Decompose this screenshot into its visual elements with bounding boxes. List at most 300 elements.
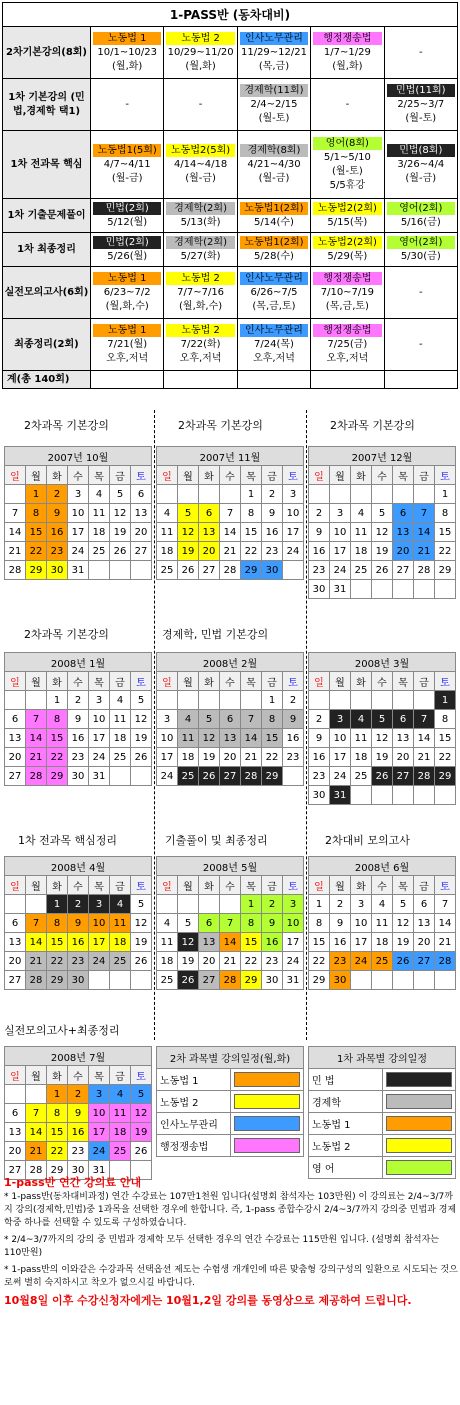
weekday-label: 수	[372, 466, 393, 485]
date-text: 7/25(금)	[327, 339, 368, 350]
week-row	[5, 485, 152, 504]
day-cell	[283, 561, 304, 580]
week-row	[309, 710, 456, 729]
day-cell	[435, 580, 456, 599]
schedule-cell	[164, 131, 237, 199]
day-cell: 2	[262, 485, 283, 504]
day-cell: 19	[110, 523, 131, 542]
date-text: (월,화)	[332, 61, 363, 72]
day-cell: 22	[435, 748, 456, 767]
week-row	[157, 561, 304, 580]
day-cell: 26	[178, 971, 199, 990]
day-cell: 2	[309, 710, 330, 729]
week-row	[5, 729, 152, 748]
color-swatch	[386, 1138, 453, 1153]
section-title: 2차과목 기본강의	[24, 628, 109, 641]
day-cell	[5, 895, 26, 914]
day-cell: 23	[309, 561, 330, 580]
subject-label: 경제학(11회)	[240, 84, 308, 97]
day-cell: 19	[178, 542, 199, 561]
day-cell	[351, 971, 372, 990]
day-cell: 9	[309, 729, 330, 748]
day-cell: 19	[372, 542, 393, 561]
subject-label: -	[345, 98, 350, 110]
weekday-label: 토	[435, 466, 456, 485]
week-row	[5, 542, 152, 561]
day-cell: 27	[393, 767, 414, 786]
week-row	[5, 1142, 152, 1161]
date-text: 오후,저녁	[106, 353, 149, 364]
month-header	[5, 653, 152, 672]
week-row	[309, 580, 456, 599]
subject-label: 경제학(2회)	[166, 202, 234, 215]
total-cell	[237, 371, 310, 389]
date-text: (월,화)	[112, 61, 143, 72]
weekday-label: 토	[435, 876, 456, 895]
date-text: 오후,저녁	[179, 353, 222, 364]
color-swatch	[386, 1094, 453, 1109]
day-cell: 29	[435, 561, 456, 580]
date-text: (목,금,토)	[252, 301, 296, 312]
day-cell: 22	[435, 542, 456, 561]
day-cell: 27	[131, 542, 152, 561]
day-cell: 25	[351, 561, 372, 580]
weekday-row	[157, 876, 304, 895]
weekday-label: 금	[262, 672, 283, 691]
day-cell: 8	[47, 1104, 68, 1123]
date-text: (월-토)	[405, 113, 437, 124]
day-cell: 22	[47, 1142, 68, 1161]
day-cell: 7	[414, 504, 435, 523]
day-cell: 16	[330, 933, 351, 952]
day-cell: 21	[414, 748, 435, 767]
day-cell: 10	[283, 504, 304, 523]
subject-label: -	[418, 338, 423, 350]
day-cell: 10	[89, 914, 110, 933]
day-cell: 5	[372, 710, 393, 729]
day-cell: 12	[393, 914, 414, 933]
day-cell	[372, 786, 393, 805]
week-row	[309, 895, 456, 914]
day-cell: 1	[241, 895, 262, 914]
day-cell: 28	[435, 952, 456, 971]
schedule-cell	[237, 267, 310, 319]
week-row	[5, 561, 152, 580]
schedule-cell	[237, 131, 310, 199]
day-cell: 8	[241, 914, 262, 933]
day-cell: 18	[89, 523, 110, 542]
day-cell	[372, 971, 393, 990]
legend-row	[309, 1113, 456, 1135]
day-cell	[157, 485, 178, 504]
day-cell: 22	[241, 952, 262, 971]
date-text: 5/1~5/10	[323, 152, 371, 163]
day-cell: 1	[262, 691, 283, 710]
week-row	[5, 504, 152, 523]
day-cell	[309, 691, 330, 710]
subject-label: 노동법 1	[93, 324, 161, 337]
day-cell	[89, 561, 110, 580]
day-cell: 3	[351, 895, 372, 914]
day-cell: 20	[5, 748, 26, 767]
day-cell	[5, 485, 26, 504]
day-cell: 3	[68, 485, 89, 504]
subject-label: 영어(2회)	[387, 236, 455, 249]
date-text: 6/26~7/5	[250, 287, 298, 298]
day-cell: 27	[5, 767, 26, 786]
day-cell: 22	[262, 748, 283, 767]
day-cell: 17	[89, 933, 110, 952]
subject-label: 노동법1(2회)	[240, 236, 308, 249]
divider	[306, 410, 307, 1040]
date-text: 5/26(월)	[107, 251, 148, 262]
day-cell: 12	[131, 1104, 152, 1123]
weekday-label: 월	[178, 876, 199, 895]
day-cell: 27	[199, 561, 220, 580]
day-cell: 9	[262, 914, 283, 933]
subject-label: 노동법2(5회)	[166, 144, 234, 157]
day-cell: 17	[351, 933, 372, 952]
day-cell: 11	[157, 933, 178, 952]
legend-header	[309, 1047, 456, 1069]
day-cell	[414, 691, 435, 710]
day-cell: 26	[131, 1142, 152, 1161]
day-cell	[372, 485, 393, 504]
weekday-label: 화	[199, 876, 220, 895]
subject-label: 노동법 1	[93, 272, 161, 285]
date-text: 5/29(목)	[327, 251, 368, 262]
day-cell: 20	[5, 1142, 26, 1161]
schedule-cell	[91, 319, 164, 371]
week-row	[157, 933, 304, 952]
day-cell	[435, 786, 456, 805]
day-cell: 2	[68, 691, 89, 710]
schedule-cell	[384, 131, 457, 199]
day-cell: 3	[330, 710, 351, 729]
date-text: 10/1~10/23	[97, 47, 158, 58]
week-row	[309, 523, 456, 542]
date-text: 3/26~4/4	[397, 159, 445, 170]
week-row	[157, 542, 304, 561]
legend-row	[157, 1091, 304, 1113]
date-text: 11/29~12/21	[240, 47, 307, 58]
subject-label: 영어(2회)	[387, 202, 455, 215]
week-row	[5, 952, 152, 971]
weekday-label: 일	[309, 876, 330, 895]
day-cell: 17	[330, 542, 351, 561]
legend-1st	[308, 1046, 456, 1179]
weekday-label: 토	[283, 672, 304, 691]
day-cell: 29	[47, 1161, 68, 1180]
day-cell	[393, 971, 414, 990]
legend-row	[157, 1069, 304, 1091]
day-cell: 11	[178, 729, 199, 748]
month-calendar	[156, 446, 304, 580]
day-cell: 24	[283, 952, 304, 971]
day-cell: 15	[309, 933, 330, 952]
day-cell: 26	[178, 561, 199, 580]
day-cell: 13	[393, 523, 414, 542]
month-calendar	[156, 652, 304, 786]
day-cell	[351, 786, 372, 805]
schedule-cell	[311, 319, 384, 371]
schedule-cell	[384, 233, 457, 267]
day-cell: 7	[241, 710, 262, 729]
weekday-label: 금	[414, 672, 435, 691]
day-cell: 14	[435, 914, 456, 933]
week-row	[309, 767, 456, 786]
weekday-label: 목	[241, 466, 262, 485]
weekday-label: 토	[131, 1066, 152, 1085]
legend-row	[309, 1091, 456, 1113]
day-cell: 13	[5, 1123, 26, 1142]
day-cell: 8	[47, 914, 68, 933]
day-cell: 28	[414, 561, 435, 580]
month-title: 2007년 10월	[5, 447, 152, 466]
day-cell: 20	[220, 748, 241, 767]
day-cell: 20	[199, 542, 220, 561]
weekday-label: 월	[330, 466, 351, 485]
day-cell: 14	[414, 729, 435, 748]
legend-label: 노동법 2	[309, 1135, 383, 1157]
day-cell: 23	[47, 542, 68, 561]
day-cell: 12	[178, 933, 199, 952]
day-cell: 17	[330, 748, 351, 767]
schedule-cell	[311, 267, 384, 319]
day-cell: 19	[372, 748, 393, 767]
day-cell	[220, 895, 241, 914]
day-cell: 21	[26, 1142, 47, 1161]
day-cell: 19	[393, 933, 414, 952]
day-cell: 4	[157, 504, 178, 523]
day-cell: 14	[26, 1123, 47, 1142]
weekday-label: 금	[110, 876, 131, 895]
week-row	[5, 1104, 152, 1123]
weekday-label: 금	[262, 466, 283, 485]
day-cell	[131, 767, 152, 786]
note-1: * 1-pass반(동차대비과정) 연간 수강료는 107만1천원 입니다(설명회 참석자는 103만원) 이 강의료는 2/4~3/7까지 강의(경제학,민법)중 1과목을 선택한 경우에 한합니다. 즉, 1-pass 종합수강시 2/4~3/7까지 강의중 민법과 경제학중 하나를 선택할 수 있도록 구성하였습니다.	[4, 1192, 457, 1228]
day-cell: 19	[131, 1123, 152, 1142]
day-cell: 11	[351, 729, 372, 748]
schedule-cell	[91, 131, 164, 199]
subject-label: 행정쟁송법	[313, 272, 381, 285]
day-cell: 18	[110, 1123, 131, 1142]
day-cell: 20	[393, 542, 414, 561]
weekday-label: 금	[414, 466, 435, 485]
weekday-label: 목	[393, 466, 414, 485]
day-cell: 12	[199, 729, 220, 748]
day-cell: 7	[414, 710, 435, 729]
day-cell: 22	[47, 952, 68, 971]
day-cell: 11	[110, 1104, 131, 1123]
day-cell: 10	[89, 1104, 110, 1123]
day-cell: 3	[330, 504, 351, 523]
schedule-cell	[384, 79, 457, 131]
weekday-label: 화	[47, 466, 68, 485]
day-cell: 27	[393, 561, 414, 580]
weekday-label: 금	[110, 672, 131, 691]
week-row	[309, 914, 456, 933]
day-cell: 30	[47, 561, 68, 580]
day-cell: 7	[26, 1104, 47, 1123]
day-cell	[351, 580, 372, 599]
date-text: 5/16(금)	[400, 217, 441, 228]
day-cell: 26	[199, 767, 220, 786]
weekday-label: 수	[220, 876, 241, 895]
day-cell: 30	[68, 1161, 89, 1180]
schedule-cell	[384, 199, 457, 233]
weekday-label: 수	[68, 876, 89, 895]
month-title: 2008년 6월	[309, 857, 456, 876]
day-cell: 7	[220, 504, 241, 523]
month-calendar	[4, 856, 152, 990]
day-cell: 4	[372, 895, 393, 914]
day-cell: 25	[89, 542, 110, 561]
day-cell: 10	[68, 504, 89, 523]
day-cell: 28	[220, 971, 241, 990]
weekday-label: 토	[435, 672, 456, 691]
month-header	[157, 447, 304, 466]
day-cell	[157, 691, 178, 710]
day-cell	[414, 971, 435, 990]
weekday-row	[5, 672, 152, 691]
day-cell: 26	[372, 767, 393, 786]
day-cell: 12	[178, 523, 199, 542]
day-cell: 7	[26, 914, 47, 933]
day-cell: 2	[68, 895, 89, 914]
schedule-cell	[164, 233, 237, 267]
day-cell: 1	[309, 895, 330, 914]
weekday-label: 일	[309, 466, 330, 485]
day-cell: 29	[47, 971, 68, 990]
subject-label: 노동법 2	[166, 32, 234, 45]
week-row	[309, 786, 456, 805]
legend-title: 2차 과목별 강의일정(월,화)	[157, 1047, 304, 1069]
day-cell: 2	[309, 504, 330, 523]
day-cell	[372, 691, 393, 710]
date-text: 2/25~3/7	[397, 99, 445, 110]
color-swatch	[386, 1072, 453, 1087]
weekday-label: 일	[157, 672, 178, 691]
month-calendar	[156, 856, 304, 990]
date-text: (목,금)	[258, 61, 290, 72]
day-cell	[351, 691, 372, 710]
day-cell	[241, 691, 262, 710]
day-cell: 4	[178, 710, 199, 729]
subject-label: -	[125, 98, 129, 110]
weekday-label: 월	[330, 876, 351, 895]
section-title: 2차과목 기본강의	[178, 419, 263, 432]
legend-swatch	[382, 1069, 456, 1091]
day-cell: 29	[309, 971, 330, 990]
day-cell: 10	[157, 729, 178, 748]
day-cell: 6	[131, 485, 152, 504]
day-cell: 12	[372, 523, 393, 542]
day-cell: 3	[89, 691, 110, 710]
day-cell: 25	[110, 952, 131, 971]
day-cell: 18	[157, 952, 178, 971]
day-cell: 23	[68, 1142, 89, 1161]
day-cell: 13	[220, 729, 241, 748]
month-header	[309, 653, 456, 672]
day-cell: 13	[5, 933, 26, 952]
day-cell: 1	[26, 485, 47, 504]
day-cell	[283, 767, 304, 786]
weekday-label: 일	[157, 466, 178, 485]
legend-label: 인사노무관리	[157, 1113, 231, 1135]
weekday-label: 목	[89, 876, 110, 895]
week-row	[157, 729, 304, 748]
month-calendar	[4, 652, 152, 786]
date-text: 5/13(화)	[180, 217, 221, 228]
day-cell: 15	[435, 729, 456, 748]
day-cell	[220, 691, 241, 710]
day-cell: 17	[283, 523, 304, 542]
day-cell: 1	[435, 691, 456, 710]
legend-swatch	[382, 1091, 456, 1113]
day-cell: 23	[309, 767, 330, 786]
date-text: 7/10~7/19	[320, 287, 375, 298]
day-cell: 12	[131, 710, 152, 729]
month-calendar	[308, 856, 456, 990]
schedule-cell	[237, 233, 310, 267]
day-cell: 15	[47, 1123, 68, 1142]
day-cell: 24	[330, 561, 351, 580]
day-cell: 7	[220, 914, 241, 933]
day-cell: 6	[5, 710, 26, 729]
day-cell: 27	[220, 767, 241, 786]
date-text: (월-금)	[258, 173, 290, 184]
weekday-label: 목	[241, 876, 262, 895]
day-cell: 14	[5, 523, 26, 542]
weekday-label: 금	[110, 466, 131, 485]
day-cell: 18	[351, 542, 372, 561]
schedule-cell	[164, 79, 237, 131]
day-cell	[393, 691, 414, 710]
day-cell: 15	[435, 523, 456, 542]
week-row	[5, 767, 152, 786]
weekday-label: 일	[157, 876, 178, 895]
day-cell: 15	[47, 729, 68, 748]
subject-label: 민법(8회)	[387, 144, 455, 157]
day-cell: 11	[110, 710, 131, 729]
legend-row	[157, 1113, 304, 1135]
weekday-label: 목	[393, 672, 414, 691]
weekday-label: 일	[5, 672, 26, 691]
week-row	[309, 691, 456, 710]
week-row	[157, 748, 304, 767]
day-cell: 6	[414, 895, 435, 914]
day-cell: 24	[330, 767, 351, 786]
day-cell: 28	[220, 561, 241, 580]
day-cell	[110, 767, 131, 786]
month-title: 2008년 3월	[309, 653, 456, 672]
day-cell: 6	[220, 710, 241, 729]
day-cell: 2	[47, 485, 68, 504]
day-cell: 8	[435, 504, 456, 523]
month-title: 2007년 12월	[309, 447, 456, 466]
day-cell: 10	[89, 710, 110, 729]
day-cell: 21	[26, 952, 47, 971]
weekday-row	[309, 466, 456, 485]
day-cell	[393, 485, 414, 504]
day-cell	[178, 895, 199, 914]
week-row	[309, 729, 456, 748]
weekday-label: 월	[26, 1066, 47, 1085]
date-text: (월-토)	[258, 113, 290, 124]
day-cell: 30	[309, 786, 330, 805]
day-cell: 25	[110, 748, 131, 767]
